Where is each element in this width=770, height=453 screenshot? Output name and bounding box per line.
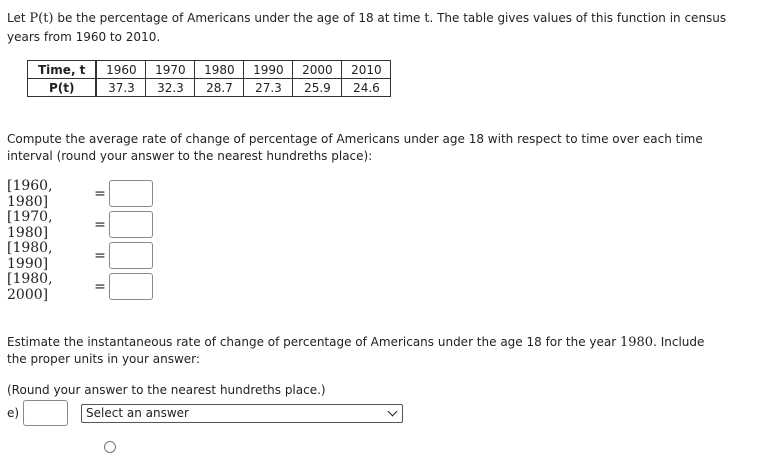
estimate-part-1: Estimate the instantaneous rate of change of percentage of Americans under the age 18 for the year — [7, 335, 620, 349]
table-cell-value: 32.3 — [146, 79, 195, 97]
table-header-p: P(t) — [28, 79, 97, 97]
table-cell-value: 28.7 — [195, 79, 244, 97]
table-cell-year: 2000 — [293, 61, 342, 79]
answer-input-1980-1990[interactable] — [109, 242, 153, 269]
answer-input-1980-2000[interactable] — [109, 273, 153, 300]
table-row-p — [28, 79, 391, 97]
table-cell-value: 24.6 — [342, 79, 391, 97]
intro-text — [7, 9, 747, 46]
table-cell-year: 1980 — [195, 61, 244, 79]
estimate-year: 1980 — [619, 335, 654, 350]
units-select-value: Select an answer — [86, 406, 189, 420]
interval-row-1980-2000 — [7, 271, 153, 302]
table-cell-year: 1960 — [96, 61, 146, 79]
interval-label: [1970, 1980] — [7, 208, 53, 241]
estimate-part-2: . Include the proper units in your answer: — [7, 335, 705, 366]
table-cell-value: 37.3 — [96, 79, 146, 97]
interval-row-1960-1980 — [7, 178, 153, 209]
interval-label: [1960, 1980] — [7, 177, 53, 210]
table-cell-value: 25.9 — [293, 79, 342, 97]
equals-sign: = — [94, 247, 106, 264]
intro-part-3: . The table gives values of this function in census years from 1960 to 2010. — [7, 11, 727, 44]
answer-e-label: e) — [7, 406, 20, 420]
equals-sign: = — [94, 216, 106, 233]
compute-instructions: Compute the average rate of change of percentage of Americans under age 18 with respect to time over each time interval (round your answer to the nearest hundreths place): — [7, 132, 703, 163]
equals-sign: = — [94, 185, 106, 202]
table-cell-value: 27.3 — [244, 79, 293, 97]
interval-row-1970-1980 — [7, 209, 153, 240]
answer-e-row — [7, 400, 403, 426]
interval-row-1980-1990 — [7, 240, 153, 271]
time-variable: t — [424, 11, 430, 26]
units-select[interactable] — [81, 404, 403, 423]
intro-part-2: be the percentage of Americans under the age of 18 at time — [53, 11, 425, 25]
interval-label: [1980, 1990] — [7, 239, 53, 272]
rounding-note: (Round your answer to the nearest hundreths place.) — [7, 383, 326, 397]
answer-input-1970-1980[interactable] — [109, 211, 153, 238]
intro-part-1: Let — [7, 11, 30, 25]
function-name: P(t) — [29, 11, 54, 26]
table-cell-year: 1970 — [146, 61, 195, 79]
answer-e-input[interactable] — [23, 400, 68, 426]
radio-button[interactable] — [104, 441, 116, 453]
interval-label: [1980, 2000] — [7, 270, 53, 303]
table-header-time: Time, t — [28, 61, 97, 79]
chevron-down-icon — [388, 406, 398, 416]
answer-input-1960-1980[interactable] — [109, 180, 153, 207]
table-cell-year: 2010 — [342, 61, 391, 79]
equals-sign: = — [94, 278, 106, 295]
estimate-instructions — [7, 334, 727, 368]
census-table — [27, 60, 391, 97]
table-cell-year: 1990 — [244, 61, 293, 79]
table-row-time — [28, 61, 391, 79]
